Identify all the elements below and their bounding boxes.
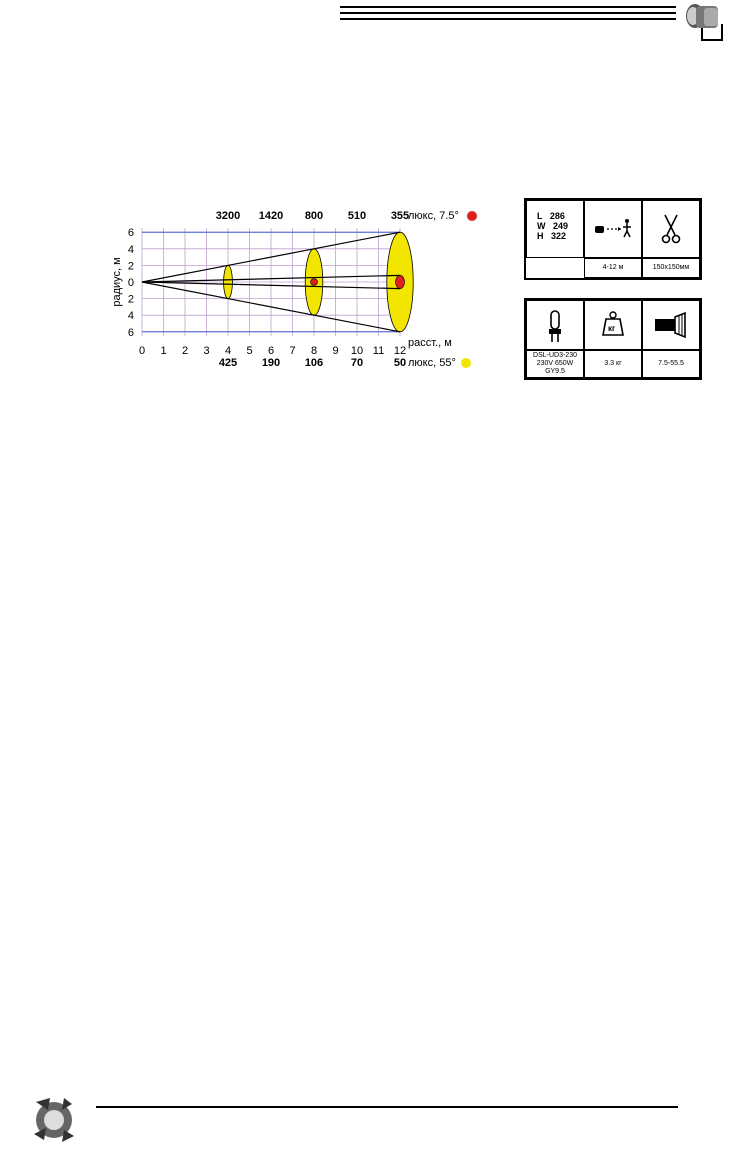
wide-lux-label: 50: [393, 356, 407, 369]
y-tick-label: 0: [127, 277, 134, 289]
chart-grid: [142, 228, 400, 336]
header-rule: [340, 6, 676, 20]
narrow-lux-label: 510: [347, 210, 367, 222]
dimensions-text: L 286 W 249 H 322: [537, 211, 569, 241]
wide-lux-label: 70: [350, 356, 364, 369]
distance-cell: [584, 200, 642, 258]
wide-beam-marker: [461, 358, 471, 368]
x-tick-label: 12: [393, 344, 407, 357]
spec-box-top: [524, 198, 702, 280]
fresnel-spotlight-icon: [680, 0, 728, 44]
wide-lux-label: 425: [218, 356, 238, 369]
x-tick-label: 0: [138, 344, 146, 357]
y-tick-label: 4: [127, 243, 134, 256]
barn-door-spotlight-icon: [26, 1090, 82, 1148]
weight-icon: [585, 301, 641, 349]
lamp-icon: [527, 301, 583, 349]
wide-lux-label: 106: [304, 356, 324, 369]
narrow-beam-legend: люкс, 7.5°: [408, 210, 459, 222]
x-tick-label: 4: [224, 344, 232, 357]
scissors-icon: [643, 201, 699, 257]
x-axis-label: расст., м: [408, 336, 452, 349]
zoom-range-value: 7.5-55.5: [658, 360, 684, 367]
dimensions-cell: [526, 200, 584, 258]
x-tick-label: 6: [267, 344, 275, 357]
y-tick-label: 2: [127, 260, 134, 273]
weight-value: 3.3 кг: [604, 360, 622, 367]
narrow-beam-spot: [311, 279, 318, 286]
zoom-lens-icon: [643, 301, 699, 349]
beam-chart: [96, 206, 490, 378]
distance-value: 4-12 м: [602, 264, 624, 271]
narrow-lux-label: 800: [304, 210, 324, 222]
x-tick-label: 8: [310, 344, 318, 357]
x-tick-label: 2: [181, 344, 189, 357]
y-tick-label: 4: [127, 310, 134, 323]
narrow-lux-label: 355: [390, 210, 410, 222]
wide-lux-label: 190: [261, 356, 281, 369]
x-tick-label: 11: [372, 344, 385, 357]
weight-cell: [584, 300, 642, 350]
x-tick-label: 5: [246, 344, 253, 357]
filter-cell: [642, 200, 700, 258]
y-tick-label: 6: [127, 227, 134, 240]
lamp-value: DSL-UD3-230 230V 650W GY9.5: [533, 352, 577, 375]
spec-box-bottom: [524, 298, 702, 380]
y-tick-label: 2: [127, 293, 134, 306]
zoom-cell: [642, 300, 700, 350]
x-tick-label: 7: [289, 344, 296, 357]
narrow-lux-label: 1420: [258, 210, 284, 222]
lamp-cell: [526, 300, 584, 350]
x-tick-label: 3: [203, 344, 210, 357]
wide-beam-legend: люкс, 55°: [408, 356, 456, 369]
x-tick-label: 9: [332, 344, 339, 357]
throw-distance-icon: [585, 201, 641, 257]
filter-size-value: 150x150мм: [652, 264, 690, 271]
footer-rule: [96, 1106, 678, 1108]
narrow-beam-spot: [396, 275, 405, 288]
x-tick-label: 10: [350, 344, 364, 357]
x-tick-label: 1: [160, 344, 167, 357]
narrow-beam-marker: [467, 211, 477, 221]
y-tick-label: 6: [127, 326, 134, 339]
y-axis-label: радиус, м: [111, 257, 123, 307]
narrow-lux-label: 3200: [215, 210, 241, 222]
svg-text:кг: кг: [608, 324, 616, 333]
wide-beam-ellipse: [224, 265, 233, 298]
